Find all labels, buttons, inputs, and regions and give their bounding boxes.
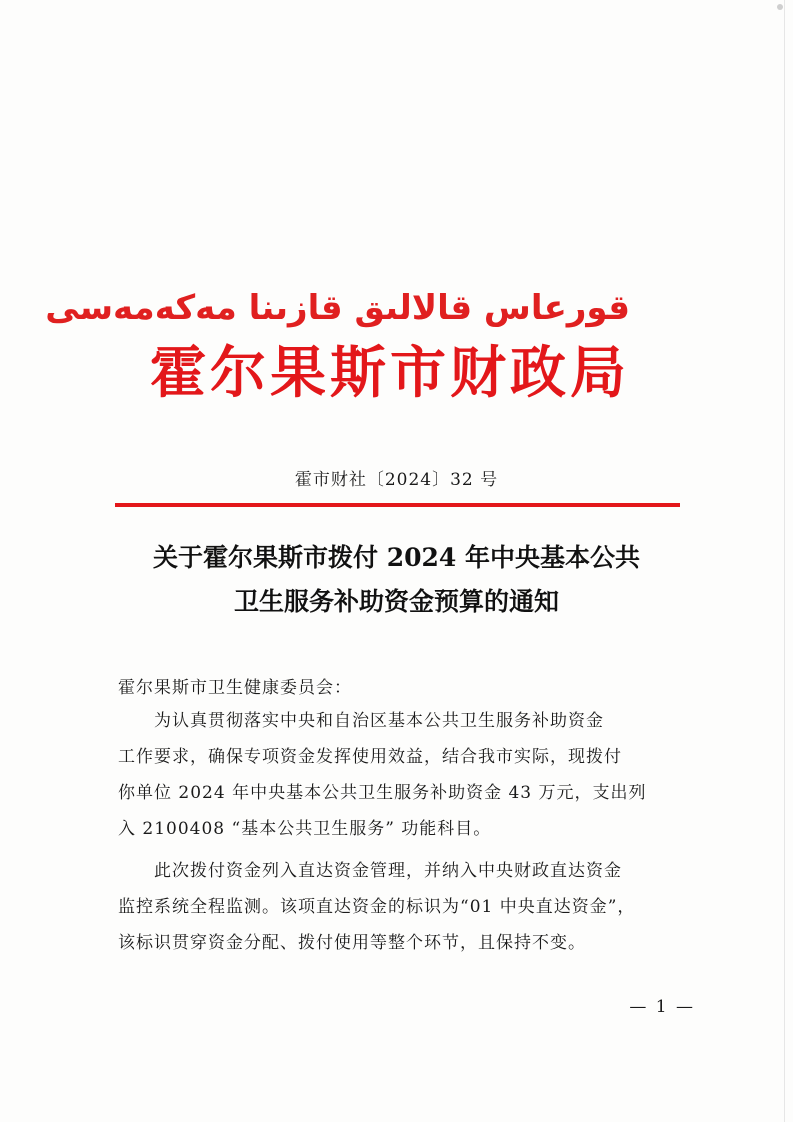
page-number: — 1 — (629, 997, 695, 1017)
paragraph-line: 工作要求，确保专项资金发挥使用效益，结合我市实际，现拨付 (118, 747, 622, 767)
scan-speck (777, 4, 783, 10)
salutation: 霍尔果斯市卫生健康委员会： (118, 678, 352, 698)
paragraph-line: 此次拨付资金列入直达资金管理，并纳入中央财政直达资金 (154, 861, 622, 881)
red-divider-line (115, 503, 680, 507)
document-title (90, 536, 703, 624)
title-line-2: 卫生服务补助资金预算的通知 (233, 587, 559, 616)
body-paragraph-1 (118, 703, 688, 847)
title-line-1: 关于霍尔果斯市拨付 2024 年中央基本公共 (153, 543, 640, 572)
paragraph-line: 入 2100408 “基本公共卫生服务” 功能科目。 (118, 819, 492, 839)
paragraph-line: 为认真贯彻落实中央和自治区基本公共卫生服务补助资金 (154, 711, 604, 731)
body-paragraph-2 (118, 853, 688, 961)
scan-edge (784, 0, 785, 1122)
issuer-name-chinese: 霍尔果斯市财政局 (150, 340, 630, 406)
paragraph-line: 该标识贯穿资金分配、拨付使用等整个环节，且保持不变。 (118, 933, 586, 953)
document-number: 霍市财社〔2024〕32 号 (294, 470, 499, 490)
issuer-name-uyghur: قورعاس قالالىق قازىنا مەكەمەسى (45, 288, 630, 328)
paragraph-line: 监控系统全程监测。该项直达资金的标识为“01 中央直达资金”， (118, 897, 636, 917)
paragraph-line: 你单位 2024 年中央基本公共卫生服务补助资金 43 万元，支出列 (118, 783, 647, 803)
